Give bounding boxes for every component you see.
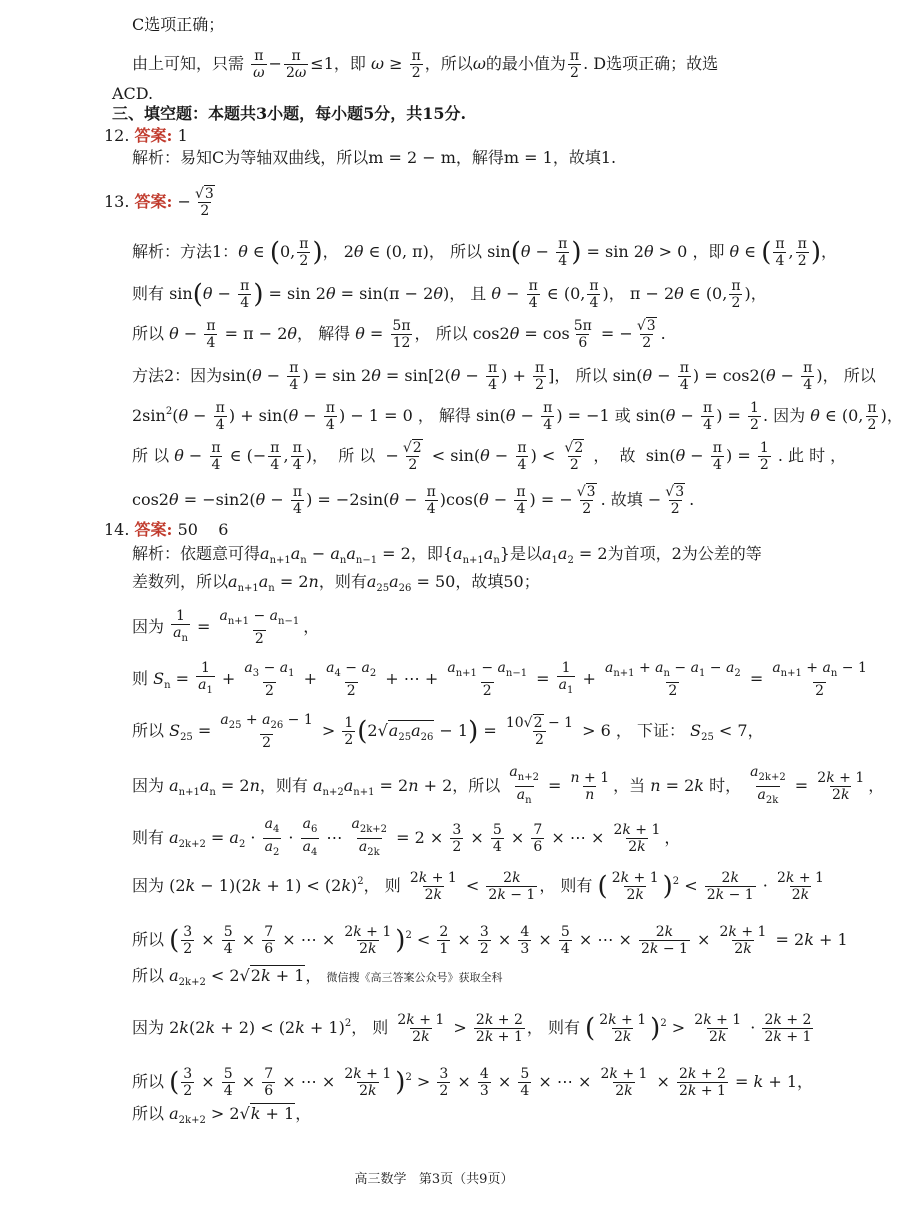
q13-method2-line1: 方法2：因为sin(θ − $\frac{\pi}{4}$ ) = sin 2θ = sin[2(θ − $\frac{\pi}{4}$ ) + $\frac{\pi}{2}$ ]， 所以 sin(θ − $\frac{\pi}{4}$ ) = cos2(θ − $\frac{\pi}{4}$ )， 所以 [132, 360, 876, 393]
fraction: $\frac{\pi}{2\omega}$ [285, 48, 307, 81]
q13-answer-line: 13. 答案: − $\frac{√3}{2}$ [104, 186, 219, 219]
q13-method2-line2: $2\sin^2(\theta$ − $\frac{\pi}{4}$ ) + sin(θ − $\frac{\pi}{4}$ ) − 1 = 0 ， 解得 sin(θ − $\frac{\pi}{4}$ ) = −1 或 sin(θ − $\frac{\pi}{4}$ ) = $\frac{1}{2}$ . 因为 θ ∈ (0, $\frac{\pi}{2}$ )， [132, 400, 903, 433]
answer-label: 答案: [134, 126, 173, 145]
method-label: 解析：方法1： [132, 242, 239, 261]
text: ≤1，即 [310, 54, 366, 73]
answer-value: 50 6 [177, 520, 229, 539]
page-footer [0, 1168, 868, 1187]
text: 解析：依题意可得 [132, 544, 261, 563]
q14-line10: 所以 $a_{2k+2} < 2√2k + 1$， 微信搜《高三答案公众号》获取全科 [132, 966, 503, 988]
text: 是以 [509, 544, 542, 563]
question-number: 12. [104, 126, 130, 145]
text-line [132, 15, 224, 35]
q14-line13: 所以 $a_{2k+2} > 2√k + 1$， [132, 1104, 312, 1126]
answer-label: 答案: [134, 192, 173, 211]
text: 差数列，所以 [132, 572, 229, 591]
text: ，故填50； [455, 572, 540, 591]
question-number: 13. [104, 192, 130, 211]
c-correct-text: C选项正确； [132, 15, 225, 34]
watermark-text: 微信搜《高三答案公众号》获取全科 [326, 971, 503, 984]
q14-line6: 因为 $a_{n+1}a_n = 2n$，则有 $a_{n+2}a_{n+1} = 2n + 2$，所以 $\frac{a_{n+2}}{a_n}$ = $\frac{n + 1}{n}$ ，当 n = 2k 时， $\frac{a_{2k+2}}{a_{2k}}$ = $\frac{2k + 1}{2k}$ ， [132, 764, 884, 809]
q13-method2-line3: 所 以 θ − $\frac{\pi}{4}$ ∈ (− $\frac{\pi}{4}$ , $\frac{\pi}{4}$ )， 所 以 − $\frac{√2}{2}$ < sin(θ − $\frac{\pi}{4}$ ) < $\frac{√2}{2}$ ， 故 sin(θ − $\frac{\pi}{4}$ ) = $\frac{1}{2}$ . 此 时 ， [132, 440, 847, 473]
answer-label: 答案: [134, 520, 173, 539]
text-line [112, 84, 153, 104]
q14-line4: 则 $S_n$ = $\frac{1}{a_1}$ + $\frac{a_3 - a_1}{2}$ + $\frac{a_4 - a_2}{2}$ + ⋯ + $\frac{a_{n+1} - a_{n-1}}{2}$ = $\frac{1}{a_1}$ + $\frac{a_{n+1} + a_n - a_1 - a_2}{2}$ = $\frac{a_{n+1} + a_n - 1}{2}$ [132, 660, 867, 699]
q13-method1-line1: 解析：方法1：θ ∈ (0, $\frac{\pi}{2}$ )， 2θ ∈ (0, π)， 所以 sin(θ − $\frac{\pi}{4}$ ) = sin 2θ > 0 ，即 θ ∈ ( $\frac{\pi}{4}$ , $\frac{\pi}{2}$ )， [132, 236, 838, 269]
text-line: 由上可知，只需 $\frac{\pi}{\omega}$ − $\frac{\pi}{2\omega}$ ≤1，即 ω ≥ $\frac{\pi}{2}$ ，所以ω的最小值为 $\frac{\pi}{2}$ . D选项正确；故选 [132, 48, 719, 81]
q14-line8: 因为 $(2k - 1)(2k + 1) < (2k)^2$， 则 $\frac{2k + 1}{2k}$ < $\frac{2k}{2k - 1}$ ， 则有 ( $\frac{2k + 1}{2k}$ )$^2$ < $\frac{2k}{2k - 1}$ · $\frac{2k + 1}{2k}$ [132, 870, 824, 903]
q14-line12: 所以 ( $\frac{3}{2}$ × $\frac{5}{4}$ × $\frac{7}{6}$ × ⋯ × $\frac{2k + 1}{2k}$ )$^2$ > $\frac{3}{2}$ × $\frac{4}{3}$ × $\frac{5}{4}$ × ⋯ × $\frac{2k + 1}{2k}$ × $\frac{2k + 2}{2k + 1}$ = k + 1， [132, 1066, 813, 1099]
footer-text: 高三数学 第3页（共9页） [354, 1172, 514, 1187]
fraction: $\frac{\pi}{2}$ [411, 48, 421, 81]
text: ，则有 [318, 572, 367, 591]
answer-value: 1 [177, 126, 188, 145]
text: ，所以 [424, 54, 473, 73]
q14-line3: 因为 $\frac{1}{a_n}$ = $\frac{a_{n+1} - a_{n-1}}{2}$ ， [132, 608, 320, 647]
q14-analysis-line1: 解析：依题意可得$a_{n+1}a_n - a_na_{n-1} = 2$，即$\{a_{n+1}a_n\}$是以$a_1a_2 = 2$为首项，2为公差的等 [132, 544, 762, 566]
q12-analysis [132, 148, 616, 168]
question-number: 14. [104, 520, 130, 539]
fraction: $\frac{\pi}{\omega}$ [253, 48, 265, 81]
text: 故填 [610, 490, 643, 509]
fraction: $\frac{\pi}{2}$ [569, 48, 580, 81]
q14-line9: 所以 ( $\frac{3}{2}$ × $\frac{5}{4}$ × $\frac{7}{6}$ × ⋯ × $\frac{2k + 1}{2k}$ )$^2$ < $\frac{2}{1}$ × $\frac{3}{2}$ × $\frac{4}{3}$ × $\frac{5}{4}$ × ⋯ × $\frac{2k}{2k - 1}$ × $\frac{2k + 1}{2k}$ = 2k + 1 [132, 924, 848, 957]
text: 下证： [637, 721, 686, 740]
q14-line7: 则有 $a_{2k+2} = a_2$ · $\frac{a_4}{a_2}$ · $\frac{a_6}{a_4}$ ⋯ $\frac{a_{2k+2}}{a_{2k}}$ = 2 × $\frac{3}{2}$ × $\frac{5}{4}$ × $\frac{7}{6}$ × ⋯ × $\frac{2k + 1}{2k}$ ， [132, 816, 680, 861]
q14-answer-line [104, 520, 228, 540]
section-title: 三、填空题：本题共3小题，每小题5分，共15分. [112, 104, 467, 123]
q13-method2-line4: cos2θ = −sin2(θ − $\frac{\pi}{4}$ ) = −2sin(θ − $\frac{\pi}{4}$ )cos(θ − $\frac{\pi}{4}$ ) = − $\frac{√3}{2}$ . 故填 − $\frac{√3}{2}$ . [132, 484, 695, 517]
fraction: $\frac{√3}{2}$ [194, 186, 214, 219]
section-heading [112, 104, 466, 124]
acd-text: ACD. [112, 84, 154, 103]
q12-answer-line [104, 126, 188, 146]
text: 为首项，2为公差的等 [607, 544, 762, 563]
analysis-text: 解析：易知C为等轴双曲线，所以m = 2 − m，解得m = 1，故填1. [132, 148, 617, 167]
text: . D选项正确；故选 [583, 54, 719, 73]
q14-line5: 所以 $S_{25}$ = $\frac{a_{25} + a_{26} - 1}{2}$ > $\frac{1}{2}$ $(2√a_{25}a_{26} - 1)$ = $\frac{10√2 - 1}{2}$ > 6 ， 下证： $S_{25} < 7$， [132, 712, 764, 751]
q14-analysis-line2: 差数列，所以$a_{n+1}a_n = 2n$，则有$a_{25}a_{26} = 50$，故填50； [132, 572, 540, 594]
text: 的最小值为 [485, 54, 566, 73]
text: ，即 [410, 544, 443, 563]
q13-method1-line3: 所以 θ − $\frac{\pi}{4}$ = π − 2θ， 解得 θ = $\frac{5\pi}{12}$ ， 所以 cos2θ = cos $\frac{5\pi}{6}$ = − $\frac{√3}{2}$ . [132, 318, 666, 351]
text: 由上可知，只需 [132, 54, 245, 73]
q13-method1-line2: 则有 sin(θ − $\frac{\pi}{4}$ ) = sin 2θ = sin(π − 2θ)， 且 θ − $\frac{\pi}{4}$ ∈ (0, $\frac{\pi}{4}$ )， π − 2θ ∈ (0, $\frac{\pi}{2}$ )， [132, 278, 767, 311]
method-label: 方法2：因为 [132, 366, 223, 385]
q14-line11: 因为 $2k(2k + 2) < (2k + 1)^2$， 则 $\frac{2k + 1}{2k}$ > $\frac{2k + 2}{2k + 1}$ ， 则有 ( $\frac{2k + 1}{2k}$ )$^2$ > $\frac{2k + 1}{2k}$ · $\frac{2k + 2}{2k + 1}$ [132, 1012, 812, 1045]
